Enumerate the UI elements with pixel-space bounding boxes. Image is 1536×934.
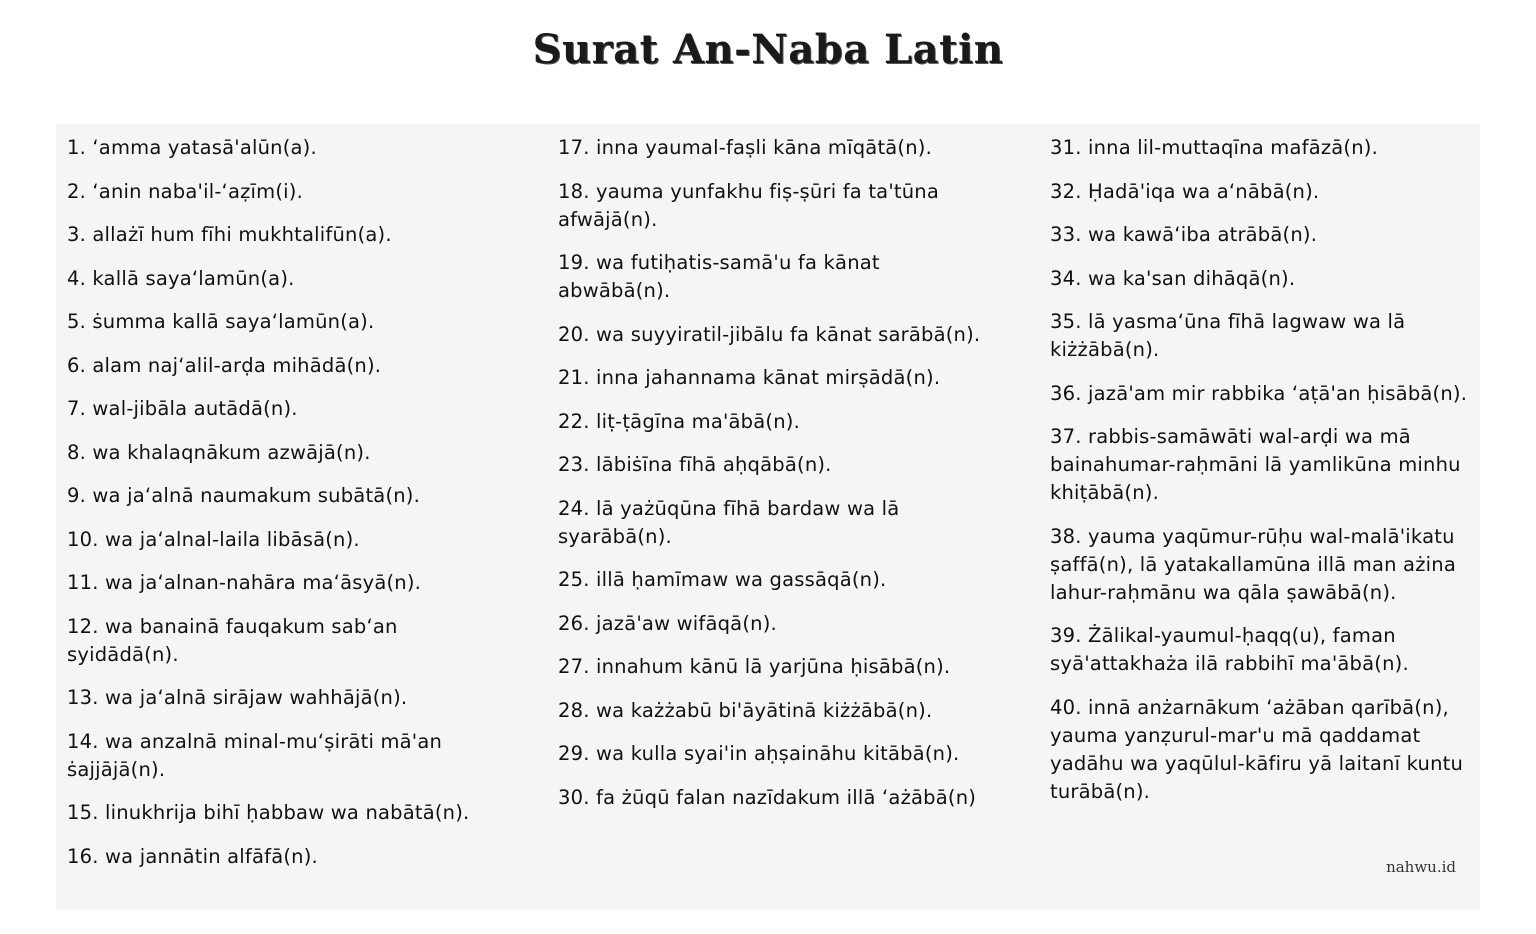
verse-6: 6. alam naj‘alil-arḍa mihādā(n). [67, 353, 382, 377]
verse-2: 2. ‘anin naba'il-‘aẓīm(i). [67, 179, 303, 203]
verse-5: 5. ṡumma kallā saya‘lamūn(a). [67, 310, 375, 333]
verse-9: 9. wa ja‘alnā naumakum subātā(n). [67, 484, 421, 507]
verse-24: 24. lā yażūqūna fīhā bardaw wa lā syarābā(n). [558, 496, 900, 548]
verse-20: 20. wa suyyiratil-jibālu fa kānat sarābā(n). [558, 322, 981, 346]
verse-12: 12. wa banainā fauqakum sab‘an syidādā(n). [67, 614, 398, 666]
verse-26: 26. jazā'aw wifāqā(n). [558, 611, 777, 635]
source-watermark: nahwu.id [1386, 858, 1456, 876]
verse-17: 17. inna yaumal-faṣli kāna mīqātā(n). [558, 136, 933, 159]
verse-15: 15. linukhrija bihī ḥabbaw wa nabātā(n). [67, 801, 470, 824]
verse-36: 36. jazā'am mir rabbika ‘aṭā'an ḥisābā(n). [1050, 381, 1468, 405]
verse-23: 23. lābiṡīna fīhā aḥqābā(n). [558, 453, 832, 476]
verse-3: 3. allażī hum fīhi mukhtalifūn(a). [67, 223, 392, 246]
verse-30: 30. fa żūqū falan nazīdakum illā ‘ażābā(n) [558, 785, 977, 809]
verse-38: 38. yauma yaqūmur-rūḥu wal-malā'ikatu ṣaffā(n), lā yatakallamūna illā man ażina lahur-raḥmānu wa qāla ṣawābā(n). [1050, 524, 1456, 604]
verse-28: 28. wa każżabū bi'āyātinā kiżżābā(n). [558, 698, 933, 722]
verse-37: 37. rabbis-samāwāti wal-arḍi wa mā bainahumar-raḥmāni lā yamlikūna minhu khiṭābā(n). [1050, 425, 1461, 504]
verse-35: 35. lā yasma‘ūna fīhā lagwaw wa lā kiżżābā(n). [1050, 310, 1406, 361]
verse-40: 40. innā anżarnākum ‘ażāban qarībā(n), yauma yanẓurul-mar'u mā qaddamat yadāhu wa yaqūlul-kāfiru yā laitanī kuntu turābā(n). [1050, 695, 1464, 803]
verse-11: 11. wa ja‘alnan-nahāra ma‘āsyā(n). [67, 571, 422, 594]
verse-16: 16. wa jannātin alfāfā(n). [67, 844, 318, 868]
verse-10: 10. wa ja‘alnal-laila libāsā(n). [67, 527, 360, 551]
verse-32: 32. Ḥadā'iqa wa a‘nābā(n). [1050, 179, 1320, 203]
page-title: Surat An-Naba Latin [532, 26, 1004, 73]
verse-19: 19. wa futiḥatis-samā'u fa kānat abwābā(n). [558, 251, 880, 302]
verse-29: 29. wa kulla syai'in aḥṣaināhu kitābā(n). [558, 742, 960, 765]
verse-column-1 [67, 134, 507, 886]
verse-27: 27. innahum kānū lā yarjūna ḥisābā(n). [558, 655, 951, 678]
verse-33: 33. wa kawā‘iba atrābā(n). [1050, 223, 1318, 246]
verse-13: 13. wa ja‘alnā sirājaw wahhājā(n). [67, 686, 408, 709]
verse-7: 7. wal-jibāla autādā(n). [67, 397, 298, 420]
verse-34: 34. wa ka'san dihāqā(n). [1050, 266, 1296, 290]
verse-18: 18. yauma yunfakhu fiṣ-ṣūri fa ta'tūna afwājā(n). [558, 179, 939, 231]
verse-8: 8. wa khalaqnākum azwājā(n). [67, 440, 371, 464]
verse-39: 39. Żālikal-yaumul-ḥaqq(u), faman syā'attakhaża ilā rabbihī ma'ābā(n). [1050, 624, 1409, 675]
verse-22: 22. liṭ-ṭāgīna ma'ābā(n). [558, 409, 800, 433]
verse-31: 31. inna lil-muttaqīna mafāzā(n). [1050, 136, 1378, 159]
verse-column-2 [558, 134, 998, 827]
verse-4: 4. kallā saya‘lamūn(a). [67, 266, 295, 290]
verse-25: 25. illā ḥamīmaw wa gassāqā(n). [558, 568, 887, 591]
verse-21: 21. inna jahannama kānat mirṣādā(n). [558, 366, 941, 389]
verse-column-3 [1050, 134, 1480, 821]
verse-1: 1. ‘amma yatasā'alūn(a). [67, 136, 317, 159]
verse-14: 14. wa anzalnā minal-mu‘ṣirāti mā'an ṡajjājā(n). [67, 729, 443, 781]
